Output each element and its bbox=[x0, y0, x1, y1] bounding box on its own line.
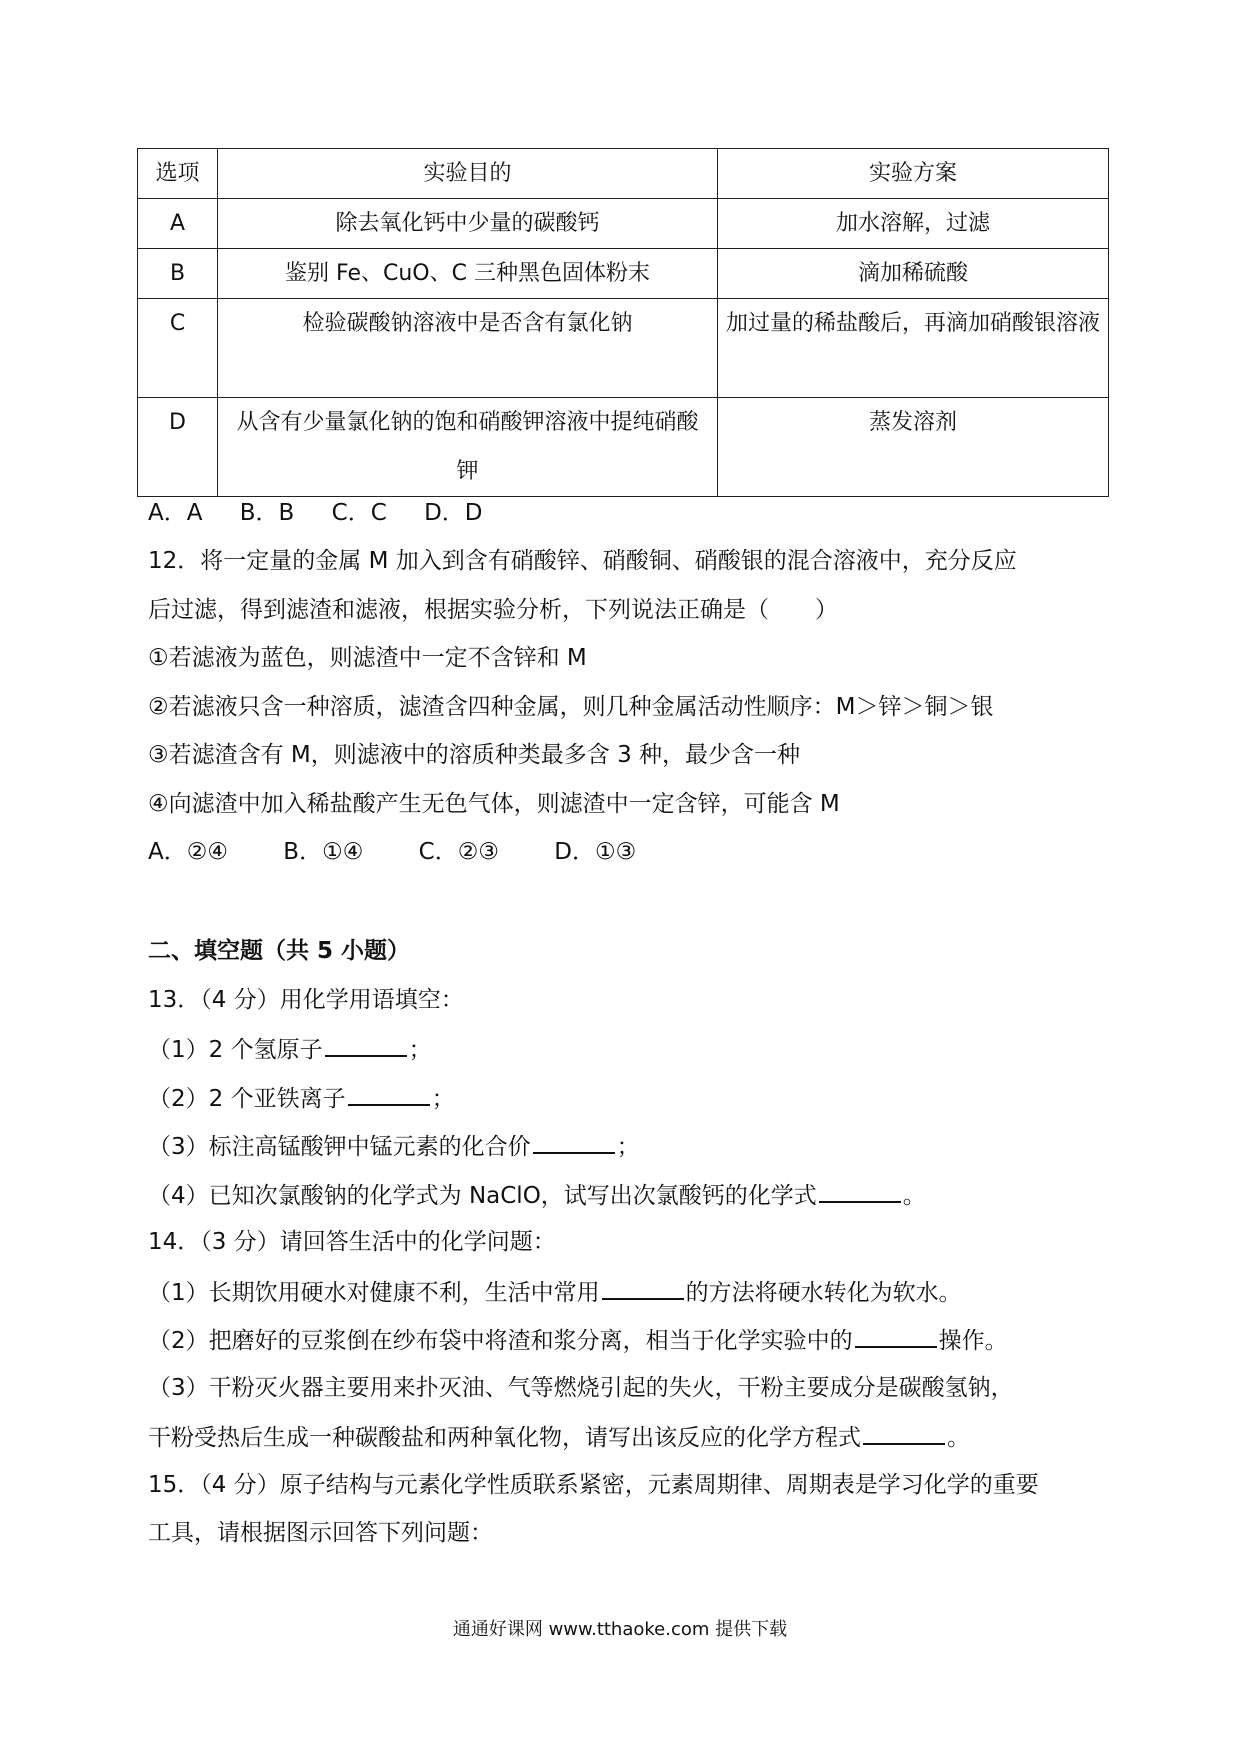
q14-part-2: （2）把磨好的豆浆倒在纱布袋中将渣和浆分离，相当于化学实验中的 操作。 bbox=[148, 1324, 1008, 1356]
row-scheme: 加过量的稀盐酸后，再滴加硝酸银溶液 bbox=[718, 299, 1109, 398]
q14-stem: 14．（3 分）请回答生活中的化学问题： bbox=[148, 1229, 556, 1255]
table-row bbox=[138, 199, 1109, 249]
q12-option-c: C．②③ bbox=[418, 839, 499, 865]
q12-option-a: A．②④ bbox=[148, 839, 228, 865]
q13-stem: 13．（4 分）用化学用语填空： bbox=[148, 987, 464, 1013]
page-footer: 通通好课网 www.tthaoke.com 提供下载 bbox=[452, 1619, 788, 1640]
answer-blank bbox=[325, 1033, 407, 1057]
q14-part-1: （1）长期饮用硬水对健康不利，生活中常用 的方法将硬水转化为软水。 bbox=[148, 1276, 962, 1308]
header-scheme: 实验方案 bbox=[718, 149, 1109, 199]
row-scheme: 滴加稀硫酸 bbox=[718, 249, 1109, 299]
q13-part-4: （4）已知次氯酸钠的化学式为 NaClO，试写出次氯酸钙的化学式 。 bbox=[148, 1179, 926, 1211]
q15-stem-line2: 工具，请根据图示回答下列问题： bbox=[148, 1520, 493, 1546]
q13-part-2: （2）2 个亚铁离子 ； bbox=[148, 1082, 455, 1114]
q11-option-c: C．C bbox=[331, 500, 387, 526]
q14-part-3-line1: （3）干粉灭火器主要用来扑灭油、气等燃烧引起的失火，干粉主要成分是碳酸氢钠， bbox=[148, 1375, 1014, 1401]
answer-blank bbox=[819, 1179, 901, 1203]
section-heading: 二、填空题（共 5 小题） bbox=[148, 938, 411, 964]
q12-statement-2: ②若滤液只含一种溶质，滤渣含四种金属，则几种金属活动性顺序：M＞锌＞铜＞银 bbox=[148, 694, 994, 720]
row-option: C bbox=[138, 299, 218, 398]
q14-part-3-line2: 干粉受热后生成一种碳酸盐和两种氧化物，请写出该反应的化学方程式 。 bbox=[148, 1421, 970, 1453]
row-option: A bbox=[138, 199, 218, 249]
answer-blank bbox=[533, 1130, 615, 1154]
q11-option-d: D．D bbox=[424, 500, 483, 526]
row-option: B bbox=[138, 249, 218, 299]
header-option: 选项 bbox=[138, 149, 218, 199]
row-purpose: 除去氧化钙中少量的碳酸钙 bbox=[218, 199, 718, 249]
q12-statement-4: ④向滤渣中加入稀盐酸产生无色气体，则滤渣中一定含锌，可能含 M bbox=[148, 791, 840, 817]
q13-part-3: （3）标注高锰酸钾中锰元素的化合价 ； bbox=[148, 1130, 640, 1162]
answer-blank bbox=[863, 1421, 945, 1445]
q11-option-a: A．A bbox=[148, 500, 203, 526]
answer-blank bbox=[602, 1276, 684, 1300]
answer-blank bbox=[855, 1324, 937, 1348]
table-row bbox=[138, 299, 1109, 398]
table-header-row bbox=[138, 149, 1109, 199]
q15-stem-line1: 15．（4 分）原子结构与元素化学性质联系紧密，元素周期律、周期表是学习化学的重要 bbox=[148, 1472, 1039, 1498]
q12-option-b: B．①④ bbox=[283, 839, 364, 865]
answer-blank bbox=[348, 1082, 430, 1106]
q11-option-b: B．B bbox=[239, 500, 295, 526]
row-purpose: 从含有少量氯化钠的饱和硝酸钾溶液中提纯硝酸钾 bbox=[218, 398, 718, 497]
q12-statement-3: ③若滤渣含有 M，则滤液中的溶质种类最多含 3 种，最少含一种 bbox=[148, 742, 801, 768]
q11-options bbox=[148, 498, 513, 528]
experiment-table bbox=[137, 148, 1109, 497]
q13-part-1: （1）2 个氢原子 ； bbox=[148, 1033, 432, 1065]
row-purpose: 鉴别 Fe、CuO、C 三种黑色固体粉末 bbox=[218, 249, 718, 299]
q12-statement-1: ①若滤液为蓝色，则滤渣中一定不含锌和 M bbox=[148, 645, 587, 671]
row-scheme: 加水溶解，过滤 bbox=[718, 199, 1109, 249]
q12-stem-line2: 后过滤，得到滤渣和滤液，根据实验分析，下列说法正确是（ ） bbox=[148, 597, 838, 623]
row-purpose: 检验碳酸钠溶液中是否含有氯化钠 bbox=[218, 299, 718, 398]
table-row bbox=[138, 398, 1109, 497]
q12-option-d: D．①③ bbox=[554, 839, 637, 865]
q12-stem-line1: 12．将一定量的金属 M 加入到含有硝酸锌、硝酸铜、硝酸银的混合溶液中，充分反应 bbox=[148, 548, 1017, 574]
q12-options bbox=[148, 837, 684, 867]
row-scheme: 蒸发溶剂 bbox=[718, 398, 1109, 497]
header-purpose: 实验目的 bbox=[218, 149, 718, 199]
row-option: D bbox=[138, 398, 218, 497]
table-row bbox=[138, 249, 1109, 299]
